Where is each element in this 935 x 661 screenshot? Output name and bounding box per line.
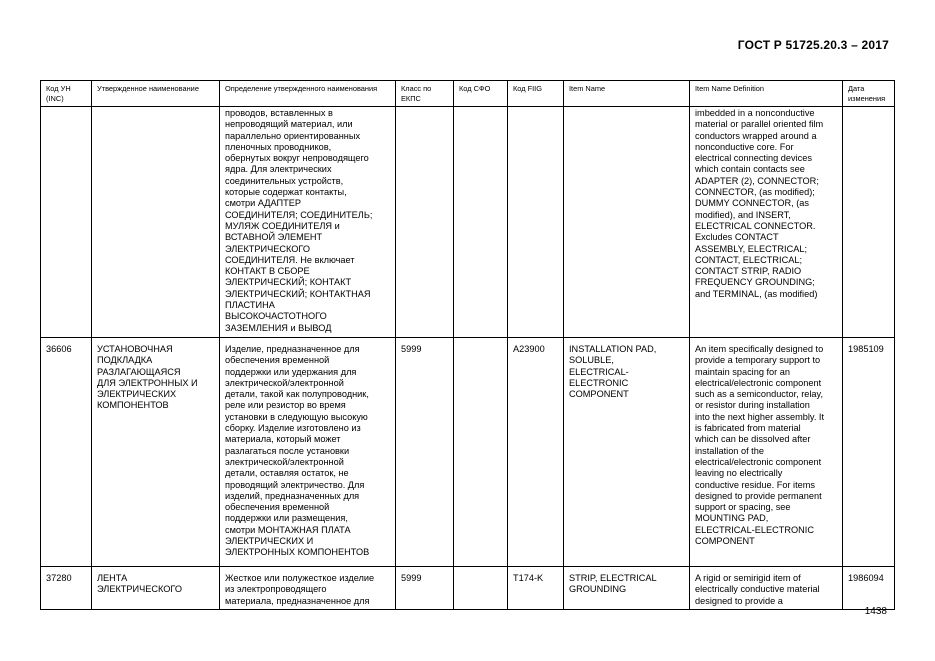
cell-approved-name [92,107,220,338]
cell-inc [41,107,92,338]
header-change-date: Дата изменения [843,81,895,107]
cell-fiig-code [508,107,564,338]
header-sfo-code: Код СФО [454,81,508,107]
header-inc: Код УН (INC) [41,81,92,107]
cell-ekps-class [396,107,454,338]
page-number: 1438 [864,606,887,617]
cell-approved-name: ЛЕНТА ЭЛЕКТРИЧЕСКОГО [92,567,220,610]
table-row [41,567,895,610]
cell-definition-en: An item specifically designed to provide a temporary support to maintain spacing for an electrical/electronic component such as a semiconductor, relay, or resistor during installation into the next higher assembly. It is fabricated from material which can be dissolved after installation of the electrical/electronic component leaving no electrically conductive residue. For items designed to provide permanent support or spacing, see MOUNTING PAD, ELECTRICAL-ELECTRONIC COMPONENT [690,338,843,567]
cell-sfo-code [454,567,508,610]
cell-definition-ru: проводов, вставленных в непроводящий материал, или параллельно ориентированных пленочных проводников, обернутых вокруг непроводящего ядра. Для электрических соединительных устройств, которые содержат контакты, смотри АДАПТЕР СОЕДИНИТЕЛЯ; СОЕДИНИТЕЛЬ; МУЛЯЖ СОЕДИНИТЕЛЯ и ВСТАВНОЙ ЭЛЕМЕНТ ЭЛЕКТРИЧЕСКОГО СОЕДИНИТЕЛЯ. Не включает КОНТАКТ В СБОРЕ ЭЛЕКТРИЧЕСКИЙ; КОНТАКТ ЭЛЕКТРИЧЕСКИЙ; КОНТАКТНАЯ ПЛАСТИНА ВЫСОКОЧАСТОТНОГО ЗАЗЕМЛЕНИЯ и ВЫВОД [220,107,396,338]
header-approved-name: Утвержденное наименование [92,81,220,107]
header-item-name-definition: Item Name Definition [690,81,843,107]
cell-sfo-code [454,107,508,338]
header-fiig-code: Код FIIG [508,81,564,107]
cell-change-date: 1986094 [843,567,895,610]
cell-change-date: 1985109 [843,338,895,567]
cell-change-date [843,107,895,338]
cell-inc: 36606 [41,338,92,567]
cell-item-name: INSTALLATION PAD, SOLUBLE, ELECTRICAL- ELECTRONIC COMPONENT [564,338,690,567]
table-header-row [41,81,895,107]
table-row [41,338,895,567]
header-approved-name-definition: Определение утвержденного наименования [220,81,396,107]
cell-fiig-code: A23900 [508,338,564,567]
cell-definition-ru: Жесткое или полужесткое изделие из электропроводящего материала, предназначенное для [220,567,396,610]
cell-definition-ru: Изделие, предназначенное для обеспечения временной поддержки или удержания для электрической/электронной детали, такой как полупроводник, реле или резистор во время установки в следующую высокую сборку. Изделие изготовлено из материала, который может разлагаться после установки электрической/электронной детали, оставляя остаток, не проводящий электричество. Для изделий, предназначенных для обеспечения временной поддержки или размещения, смотри МОНТАЖНАЯ ПЛАТА ЭЛЕКТРИЧЕСКИХ И ЭЛЕКТРОННЫХ КОМПОНЕНТОВ [220,338,396,567]
cell-item-name [564,107,690,338]
cell-approved-name: УСТАНОВОЧНАЯ ПОДКЛАДКА РАЗЛАГАЮЩАЯСЯ ДЛЯ ЭЛЕКТРОННЫХ И ЭЛЕКТРИЧЕСКИХ КОМПОНЕНТОВ [92,338,220,567]
cell-sfo-code [454,338,508,567]
cell-item-name: STRIP, ELECTRICAL GROUNDING [564,567,690,610]
cell-fiig-code: T174-K [508,567,564,610]
table-row [41,107,895,338]
cell-inc: 37280 [41,567,92,610]
header-ekps-class: Класс по ЕКПС [396,81,454,107]
cell-ekps-class: 5999 [396,338,454,567]
cell-ekps-class: 5999 [396,567,454,610]
document-title: ГОСТ Р 51725.20.3 – 2017 [737,38,889,52]
cell-definition-en: imbedded in a nonconductive material or parallel oriented film conductors wrapped around a nonconductive core. For electrical connecting devices which contain contacts see ADAPTER (2), CONNECTOR; CONNECTOR, (as modified); DUMMY CONNECTOR, (as modified), and INSERT, ELECTRICAL CONNECTOR. Excludes CONTACT ASSEMBLY, ELECTRICAL; CONTACT, ELECTRICAL; CONTACT STRIP, RADIO FREQUENCY GROUNDING; and TERMINAL, (as modified) [690,107,843,338]
cell-definition-en: A rigid or semirigid item of electrically conductive material designed to provide a [690,567,843,610]
catalog-table [40,80,895,610]
header-item-name: Item Name [564,81,690,107]
